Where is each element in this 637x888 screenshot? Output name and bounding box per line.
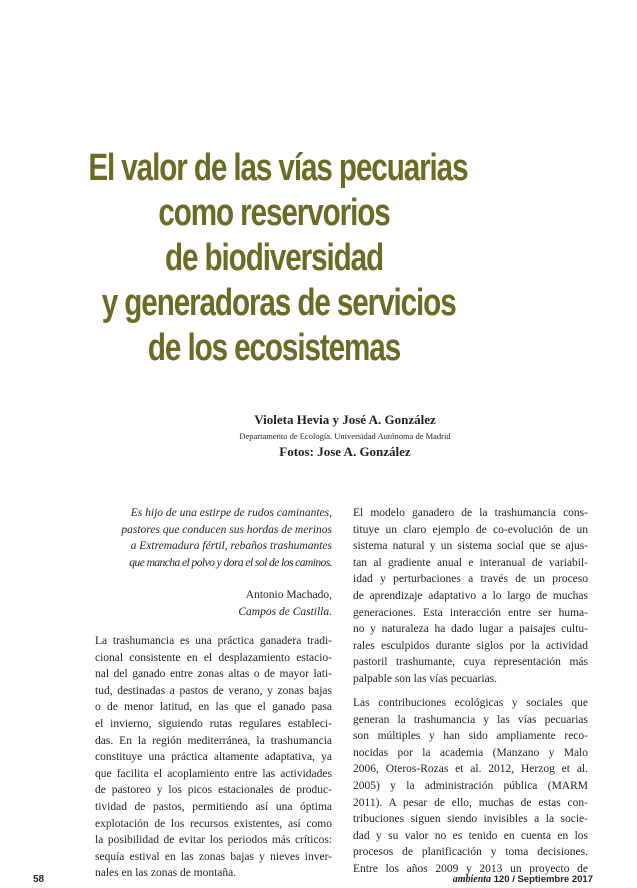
text-line: que facilita el acoplamiento entre las actividades <box>95 767 332 780</box>
text-line: nal del ganado entre zonas altas o de mayor lati- <box>95 668 332 681</box>
text-line: tan al gradiente anual e interanual de variabil- <box>353 556 588 569</box>
text-line: de aprendizaje adaptativo a lo largo de muchas <box>353 589 588 602</box>
text-line: 2006, Oteros-Rozas et al. 2012, Herzog et al. <box>353 763 588 776</box>
body-right-paragraph-1 <box>353 505 588 688</box>
text-line: nocidas por la academia (Manzano y Malo <box>353 746 588 759</box>
text-line: rales esculpidos durante siglos por la actividad <box>353 639 588 652</box>
text-line: explotación de los recursos existentes, así como <box>95 817 332 830</box>
text-line: La trashumancia es una práctica ganadera tradi- <box>95 635 332 647</box>
text-line: la posibilidad de evitar los periodos más críticos: <box>95 834 332 847</box>
epigraph-attribution <box>200 587 332 620</box>
text-line: tribuciones siguen siendo invisibles a la socie- <box>353 813 588 826</box>
text-line: tividad de pastos, permitiendo así una óptima <box>95 800 332 813</box>
epigraph <box>110 505 332 571</box>
epigraph-line: pastores que conducen sus hordas de merinos <box>121 523 332 536</box>
text-line: 2011). A pesar de ello, muchas de estas con- <box>353 796 588 809</box>
text-line: El modelo ganadero de la trashumancia cons- <box>353 507 588 519</box>
body-left-column <box>95 633 332 882</box>
article-title <box>40 146 508 371</box>
title-line: de los ecosistemas <box>147 327 401 369</box>
text-line: generaciones. Esta interacción entre ser huma- <box>353 606 588 619</box>
text-line: el invierno, siguiendo rutas regulares estableci- <box>95 717 332 730</box>
text-line: Entre los años 2009 y 2013 un proyecto de <box>353 862 588 875</box>
epigraph-author: Antonio Machado, <box>245 589 332 601</box>
text-line: sistema natural y un sistema social que se ajus- <box>353 540 588 553</box>
photo-credit: Fotos: Jose A. González <box>279 444 411 459</box>
text-line: de pastoreo y los picos estacionales de produc- <box>95 784 332 797</box>
text-line: sequía estival en las zonas bajas y nieves inver- <box>95 850 332 863</box>
title-line: de biodiversidad <box>164 237 384 279</box>
page-number: 58 <box>33 874 45 885</box>
text-line: nales en las zonas de montaña. <box>95 867 237 880</box>
text-line: procesos de planificación y toma decisiones. <box>353 846 588 859</box>
text-line: palpable son las vías pecuarias. <box>353 672 498 685</box>
epigraph-line: que mancha el polvo y dora el sol de los caminos. <box>129 556 332 569</box>
text-line: 2005) y la administración pública (MARM <box>353 779 588 792</box>
issue-info: 120 / Septiembre 2017 <box>493 874 593 885</box>
text-line: son múltiples y han sido ampliamente reco- <box>353 730 588 743</box>
title-line: El valor de las vías pecuarias <box>88 147 468 189</box>
epigraph-line: Es hijo de una estirpe de rudos caminantes, <box>130 507 332 519</box>
epigraph-line: a Extremadura fértil, rebaños trashumantes <box>130 540 332 553</box>
text-line: pastoril trashumante, cuya representación más <box>353 656 588 669</box>
text-line: tituye un claro ejemplo de co-evolución de un <box>353 523 588 536</box>
text-line: tud, destinadas a pastos de verano, y zonas bajas <box>95 684 332 697</box>
text-line: constituye una práctica altamente adaptativa, ya <box>95 751 332 764</box>
text-line: das. En la región mediterránea, la trashumancia <box>95 734 332 747</box>
text-line: no y naturaleza ha dado lugar a paisajes cultu- <box>353 623 588 636</box>
text-line: o de menor latitud, en las que el ganado pasa <box>95 701 332 714</box>
magazine-name: ambienta <box>452 874 492 885</box>
title-line: y generadoras de servicios <box>101 282 456 324</box>
author-affiliation: Departamento de Ecología. Universidad Autónoma de Madrid <box>239 431 451 441</box>
text-line: idad y perturbaciones a través de un proceso <box>353 573 588 586</box>
body-right-paragraph-2 <box>353 695 588 878</box>
text-line: cional consistente en el desplazamiento estacio- <box>95 651 332 664</box>
magazine-footer <box>453 874 593 885</box>
text-line: dad y su valor no es tenido en cuenta en los <box>353 829 588 842</box>
article-authors: Violeta Hevia y José A. González <box>254 412 436 427</box>
text-line: Las contribuciones ecológicas y sociales que <box>353 697 588 709</box>
epigraph-work: Campos de Castilla. <box>238 605 332 618</box>
text-line: generan la trashumancia y las vías pecuarias <box>353 713 588 726</box>
title-line: como reservorios <box>158 192 390 234</box>
